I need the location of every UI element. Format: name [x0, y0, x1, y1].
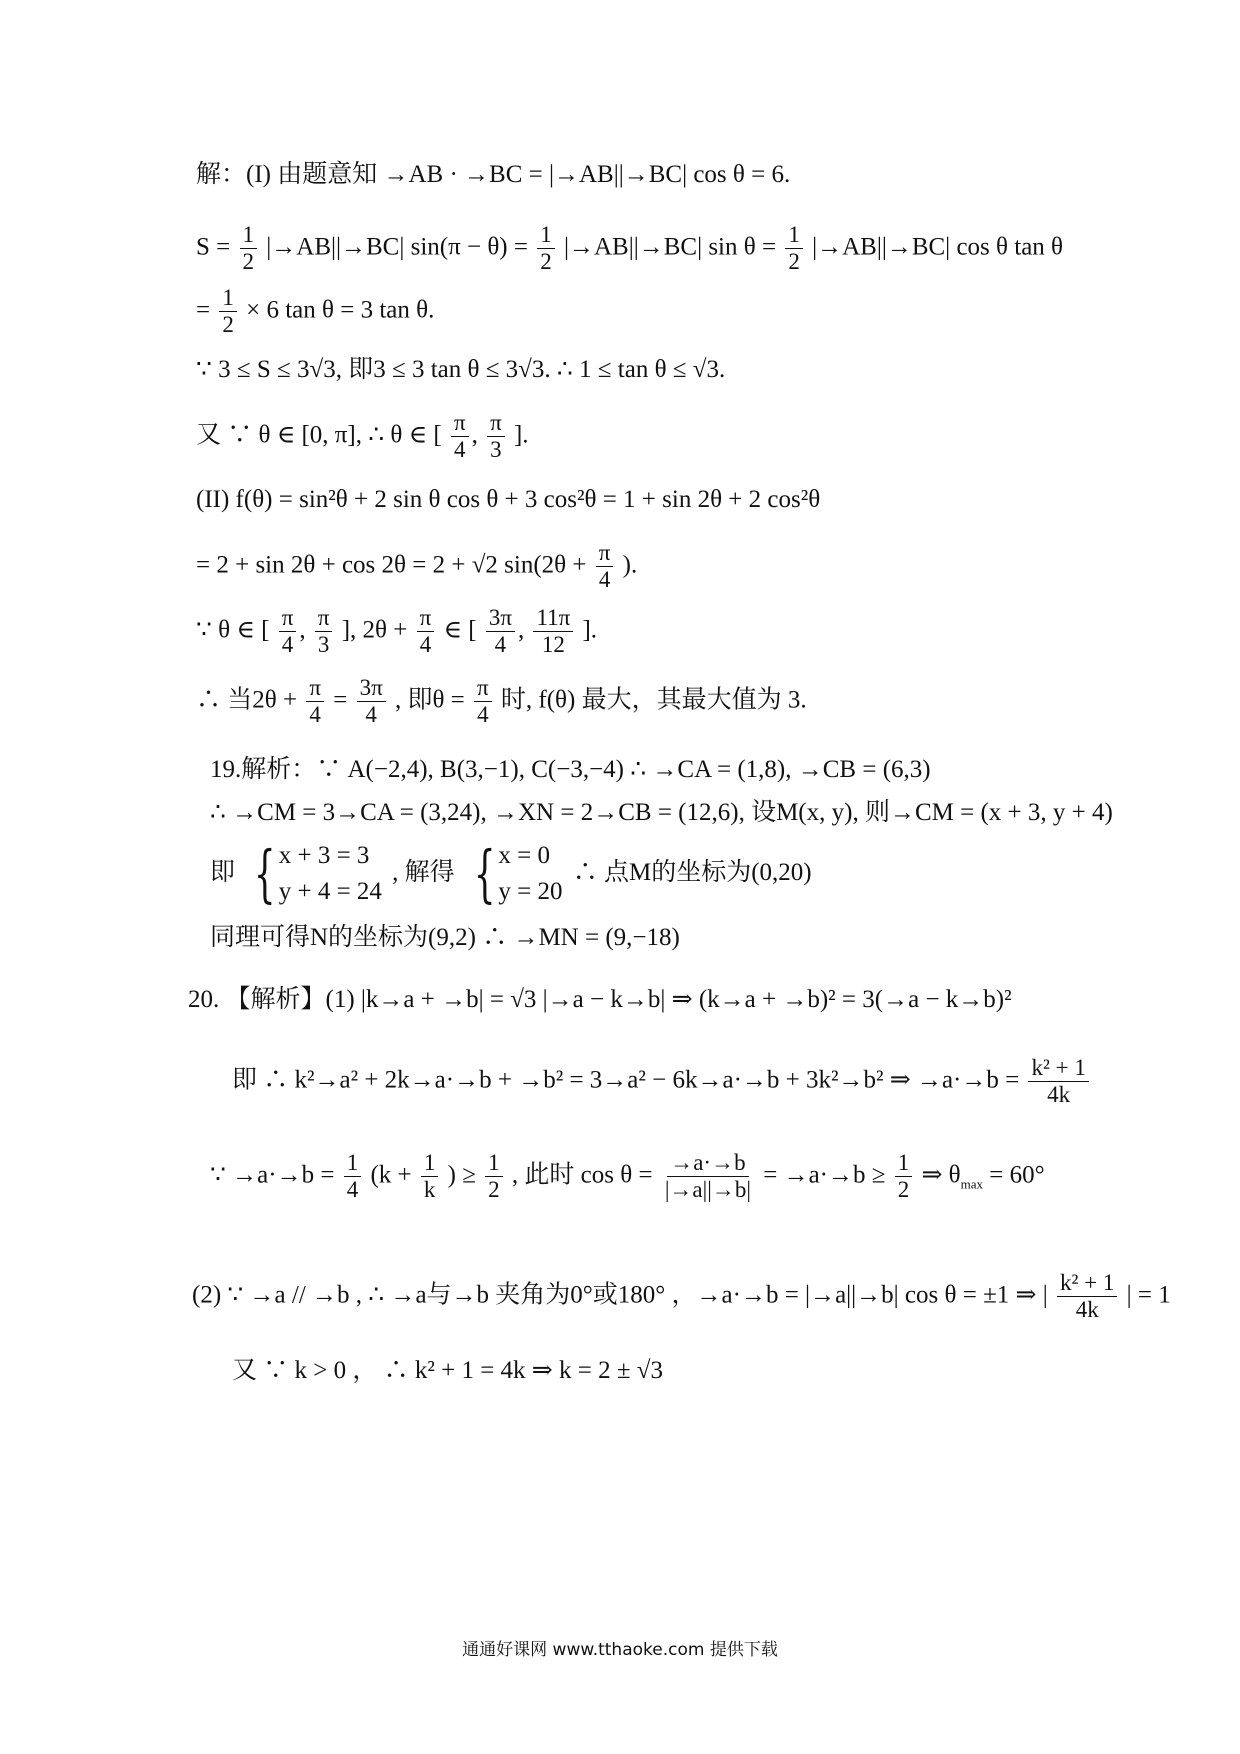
fraction-11pi-12: $\frac{11\pi}{12}$ — [533, 605, 573, 659]
sol19-line2: ∴ →CM = 3→CA = (3,24), →XN = 2→CB = (12,6), 设M(x, y), 则→CM = (x + 3, y + 4) — [210, 799, 1113, 826]
sol20-line5: 又 ∵ k > 0 ， ∴ k² + 1 = 4k ⇒ k = 2 ± √3 — [232, 1357, 664, 1384]
sol1-line6: (II) f(θ) = sin²θ + 2 sin θ cos θ + 3 cos²θ = 1 + sin 2θ + 2 cos²θ — [196, 486, 821, 513]
sol1-line8: ∵ θ ∈ [ $\frac{\pi}{4}$ , $\frac{\pi}{3}$ ], 2θ + $\frac{\pi}{4}$ ∈ [ $\frac{3\pi}{4}$ , $\frac{11\pi}{12}$ ]. — [196, 605, 598, 658]
fraction-3pi-4: $\frac{3\pi}{4}$ — [357, 675, 386, 729]
fraction-half: $\frac{1}{2}$ — [240, 222, 258, 276]
fraction-k2-plus-1-over-4k: $\frac{\text{k² + 1}}{4k}$ — [1057, 1270, 1117, 1324]
sol20-line4: (2) ∵ →a // →b , ∴ →a与→b 夹角为0°或180° ，→a·→b = |→a||→b| cos θ = ±1 ⇒ | $\frac{\text{k² + 1}}{4k}$ | = 1 — [192, 1270, 1171, 1323]
sol19-line4: 同理可得N的坐标为(9,2) ∴ →MN = (9,−18) — [210, 924, 680, 951]
sol20-line1: 20. 【解析】(1) |k→a + →b| = √3 |→a − k→b| ⇒ (k→a + →b)² = 3(→a − k→b)² — [188, 986, 1012, 1013]
fraction-pi-3: $\frac{\pi}{3}$ — [315, 605, 333, 659]
fraction-half: $\frac{1}{2}$ — [785, 222, 803, 276]
equation-system-1: { x + 3 = 3 y + 4 = 24 — [254, 837, 382, 911]
fraction-half: $\frac{1}{2}$ — [537, 222, 555, 276]
sol1-line4: ∵ 3 ≤ S ≤ 3√3, 即3 ≤ 3 tan θ ≤ 3√3. ∴ 1 ≤ tan θ ≤ √3. — [196, 356, 726, 383]
sol19-line1: 19.解析：∵ A(−2,4), B(3,−1), C(−3,−4) ∴ →CA = (1,8), →CB = (6,3) — [210, 756, 931, 783]
sol20-line3: ∵ →a·→b = $\frac{1}{4}$ (k + $\frac{1}{k}$ ) ≥ $\frac{1}{2}$ , 此时 cos θ = $\frac{\to a\cdot\to b}{|\to a||\to b|}$ = →a·→b ≥ $\frac{1}{2}$ ⇒ $\theta_{max} = 60^\circ$ — [210, 1150, 1045, 1203]
fraction-cos-theta: $\frac{\to a\cdot\to b}{|\to a||\to b|}$ — [664, 1150, 751, 1203]
fraction-half: $\frac{1}{2}$ — [895, 1150, 913, 1204]
fraction-pi-4: $\frac{\pi}{4}$ — [451, 410, 469, 464]
sol1-line3: = $\frac{1}{2}$ × 6 tan θ = 3 tan θ. — [196, 285, 435, 338]
fraction-pi-4: $\frac{\pi}{4}$ — [417, 605, 435, 659]
fraction-pi-4: $\frac{\pi}{4}$ — [474, 675, 492, 729]
fraction-pi-4: $\frac{\pi}{4}$ — [279, 605, 297, 659]
fraction-k2-plus-1-over-4k: $\frac{\text{k² + 1}}{4k}$ — [1028, 1055, 1088, 1109]
fraction-pi-4: $\frac{\pi}{4}$ — [596, 540, 614, 594]
sol1-line9: ∴ 当2θ + $\frac{\pi}{4}$ = $\frac{3\pi}{4}$ , 即θ = $\frac{\pi}{4}$ 时, f(θ) 最大，其最大值为 3. — [196, 675, 807, 728]
fraction-one-quarter: $\frac{1}{4}$ — [344, 1150, 362, 1204]
sol1-line1: 解：(I) 由题意知 →AB · →BC = |→AB||→BC| cos θ = 6. — [196, 161, 791, 188]
fraction-pi-4: $\frac{\pi}{4}$ — [306, 675, 324, 729]
sol1-line7: = 2 + sin 2θ + cos 2θ = 2 + √2 sin(2θ + $\frac{\pi}{4}$ ). — [196, 540, 638, 593]
sol20-line2: 即 ∴ k²→a² + 2k→a·→b + →b² = 3→a² − 6k→a·→b + 3k²→b² ⇒ →a·→b = $\frac{\text{k² + 1}}{4k}$ — [232, 1055, 1092, 1109]
footer-watermark: 通通好课网 www.tthaoke.com 提供下载 — [462, 1640, 778, 1660]
fraction-half: $\frac{1}{2}$ — [485, 1150, 503, 1204]
sol1-line5: 又 ∵ θ ∈ [0, π], ∴ θ ∈ [ $\frac{\pi}{4}$ , $\frac{\pi}{3}$ ]. — [196, 410, 529, 463]
sol19-line3: 即 { x + 3 = 3 y + 4 = 24 , 解得 { x = 0 y = 20 ∴ 点M的坐标为(0,20) — [210, 837, 812, 911]
fraction-pi-3: $\frac{\pi}{3}$ — [487, 410, 505, 464]
fraction-one-over-k: $\frac{1}{k}$ — [421, 1150, 439, 1204]
sol1-line2: S = $\frac{1}{2}$ |→AB||→BC| sin(π − θ) = $\frac{1}{2}$ |→AB||→BC| sin θ = $\frac{1}{2}$ |→AB||→BC| cos θ tan θ — [196, 222, 1064, 275]
equation-system-2: { x = 0 y = 20 — [473, 837, 563, 911]
fraction-3pi-4: $\frac{3\pi}{4}$ — [486, 605, 515, 659]
fraction-half: $\frac{1}{2}$ — [219, 285, 237, 339]
